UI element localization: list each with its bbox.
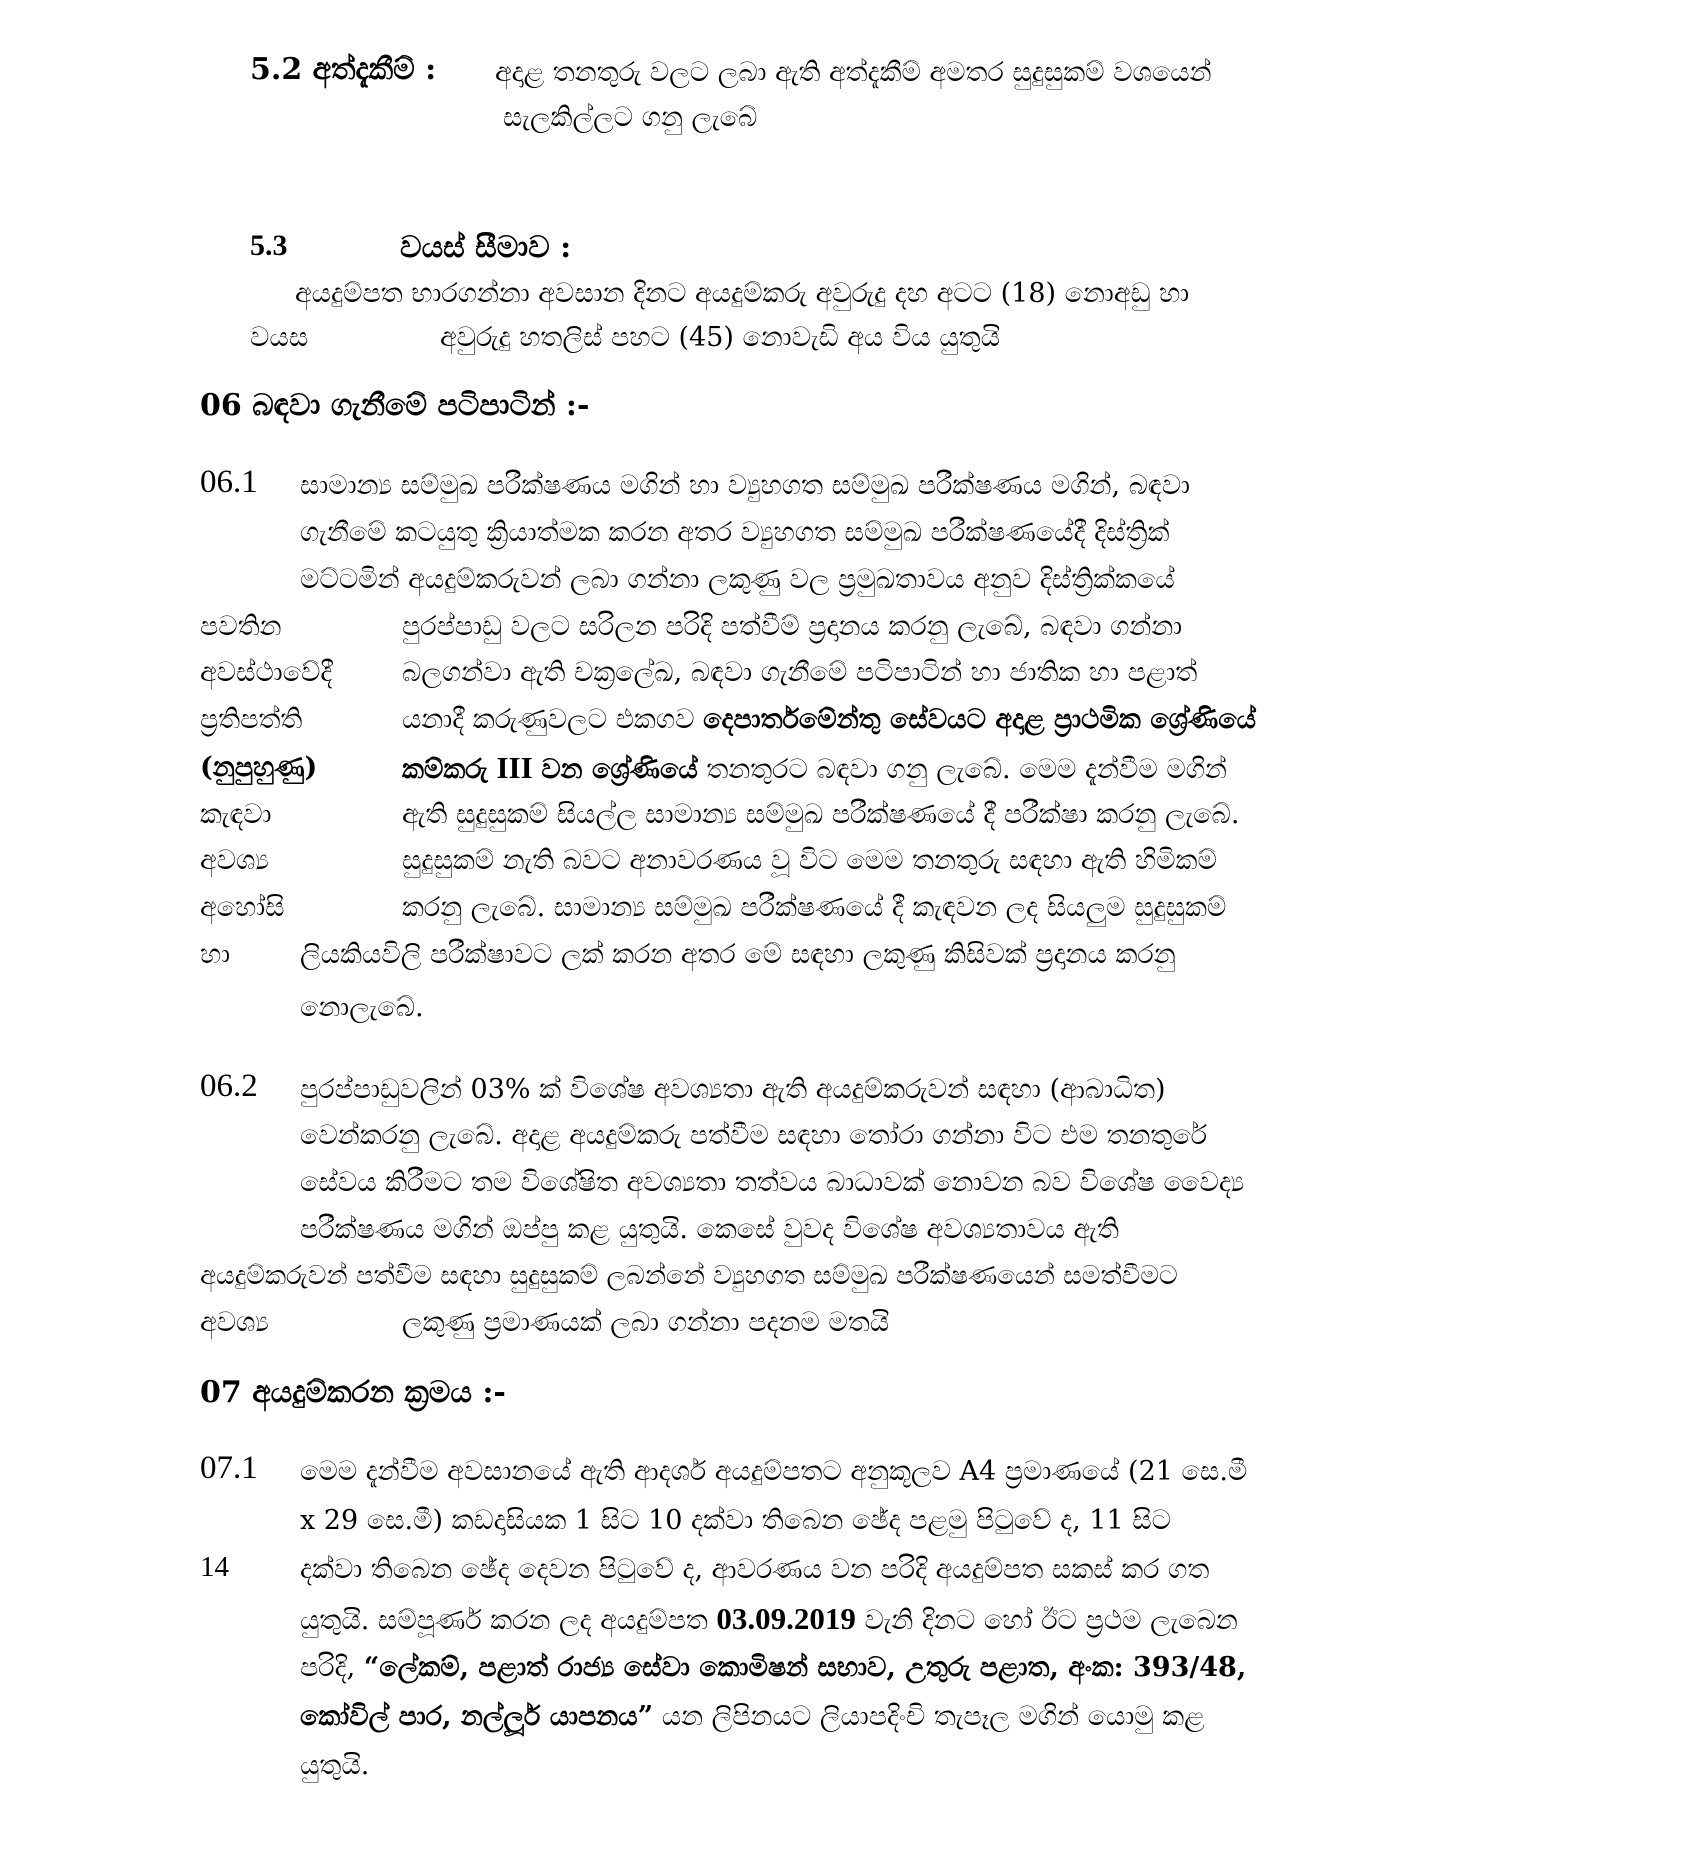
section-06-1-line-5: බලගන්වා ඇති චක්‍රලේඛ, බඳවා ගැනීමේ පටිපාටින් හා ජාතික හා පළාත් bbox=[402, 657, 1198, 688]
text: තනතුරට බඳවා ගනු ලැබේ. මෙම දැන්වීම මගින් bbox=[706, 754, 1227, 785]
section-06-1-line-2: ගැනීමේ කටයුතු ක්‍රියාත්මක කරන අතර ව්‍යුහගත සම්මුඛ පරීක්ෂණයේදී දිස්ත්‍රික් bbox=[300, 517, 1170, 548]
bold-text: වන ශ්‍රේණියේ bbox=[541, 754, 698, 785]
section-06-heading: 06 බඳවා ගැනීමේ පටිපාටින් :- bbox=[200, 388, 590, 423]
section-06-2-line-1: පුරප්පාඩුවලින් 03% ක් විශේෂ අවශ්‍යතා ඇති අයදුම්කරුවන් සඳහා (ආබාධිත) bbox=[300, 1074, 1166, 1105]
side-word-6: අවශ්‍ය bbox=[200, 845, 269, 876]
section-06-1-line-6 bbox=[402, 702, 1256, 738]
section-06-1-line-4: පුරප්පාඩු වලට සරිලන පරිදි පත්වීම් ප්‍රදානය කරනු ලැබේ, බඳවා ගන්නා bbox=[402, 611, 1183, 642]
side-word-5: කැඳවා bbox=[200, 799, 272, 830]
side-word-8: හා bbox=[200, 939, 231, 970]
side-word-1: පවතින bbox=[200, 611, 282, 642]
section-5-2-line-1 bbox=[495, 55, 1435, 91]
section-07-1-line-6 bbox=[300, 1699, 1205, 1735]
text: යුතුයි. සම්පූර්ණ කරන ලද අයදුම්පත bbox=[300, 1605, 708, 1636]
section-5-2-line-2: සැලකිල්ලට ගනු ලැබේ bbox=[503, 102, 758, 133]
side-word-3: ප්‍රතිපත්ති bbox=[200, 704, 303, 735]
section-5-2-label: 5.2 අත්දැකීම් : bbox=[250, 52, 437, 87]
section-06-2-line-6-b: ලකුණු ප්‍රමාණයක් ලබා ගන්නා පදනම මතයි bbox=[402, 1307, 890, 1338]
section-06-1-line-11: ලියකියවිලි පරීක්ෂාවට ලක් කරන අතර මේ සඳහා ලකුණු කිසිවක් ප්‍රදානය කරනු bbox=[300, 939, 1176, 970]
text: වැනි දිනට හෝ ඊට ප්‍රථම ලැබෙන bbox=[864, 1605, 1238, 1636]
section-07-1-line-1: මෙම දැන්වීම අවසානයේ ඇති ආදර්ශ අයදුම්පතට අනුකූලව A4 ප්‍රමාණයේ (21 සෙ.මී bbox=[300, 1456, 1248, 1487]
section-5-3-line-1: අයදුම්පත භාරගන්නා අවසාන දිනට අයදුම්කරු අවුරුදු දහ අටට (18) නොඅඩු හා bbox=[295, 278, 1190, 309]
section-06-1-line-10: කරනු ලැබේ. සාමාන්‍ය සම්මුඛ පරීක්ෂණයේ දී කැඳවන ලද සියලුම සුදුසුකම් bbox=[402, 892, 1227, 923]
section-07-1-line-7: යුතුයි. bbox=[300, 1750, 370, 1781]
bold-address: “ලේකම්, පළාත් රාජ්‍ය සේවා කොමිෂන් සභාව, උතුරු පළාත, අංක: 393/48, bbox=[363, 1652, 1247, 1683]
section-06-2-line-5: අයදුම්කරුවන් පත්වීම සඳහා සුදුසුකම් ලබන්නේ ව්‍යුහගත සම්මුඛ පරීක්ෂණයෙන් සමත්වීමට bbox=[200, 1261, 1178, 1291]
section-07-1-number: 07.1 bbox=[200, 1450, 258, 1486]
section-5-3-line-2-b: අවුරුදු හතලිස් පහට (45) නොවැඩි අය විය යුතුයි bbox=[440, 322, 1001, 353]
side-word-7: අහෝසි bbox=[200, 892, 285, 923]
bold-date: 03.09.2019 bbox=[716, 1601, 856, 1636]
side-word-2: අවස්ථාවේදී bbox=[200, 657, 333, 688]
side-word-4: (නුපුහුණු) bbox=[200, 752, 318, 783]
section-5-3-title: වයස් සීමාව : bbox=[400, 230, 572, 265]
section-06-2-line-3: සේවය කිරීමට තම විශේෂිත අවශ්‍යතා තත්වය බාධාවක් නොවන බව විශේෂ වෛද්‍ය bbox=[300, 1167, 1245, 1198]
side-number-14: 14 bbox=[200, 1551, 229, 1583]
bold-text: දෙපාර්තමේන්තු සේවයට අදාළ ප්‍රාථමික ශ්‍රේණියේ bbox=[703, 704, 1257, 735]
section-06-1-line-8: ඇති සුදුසුකම් සියල්ල සාමාන්‍ය සම්මුඛ පරීක්ෂණයේ දී පරීක්ෂා කරනු ලැබේ. bbox=[402, 799, 1240, 830]
bold-roman-numeral: III bbox=[496, 750, 533, 785]
section-07-1-line-5 bbox=[300, 1650, 1246, 1686]
section-06-1-line-12: නොලැබේ. bbox=[300, 992, 424, 1023]
section-06-1-line-9: සුදුසුකම් නැති බවට අනාවරණය වූ විට මෙම තනතුරු සඳහා ඇති හිමිකම් bbox=[402, 845, 1217, 876]
bold-text: කම්කරු bbox=[402, 754, 488, 785]
text: යනාදී කරුණුවලට එකගව bbox=[402, 704, 695, 735]
text: යන ලිපිනයට ලියාපදිංචි තැපෑල මගින් යොමු කළ bbox=[661, 1701, 1205, 1732]
section-5-3-line-2-a: වයස bbox=[250, 322, 309, 353]
section-06-1-line-7 bbox=[402, 750, 1227, 788]
section-06-2-line-6-a: අවශ්‍ය bbox=[200, 1307, 269, 1338]
section-06-1-number: 06.1 bbox=[200, 464, 258, 500]
section-07-heading: 07 අයදුම්කරන ක්‍රමය :- bbox=[200, 1375, 506, 1410]
section-06-1-line-3: මට්ටමින් අයදුම්කරුවන් ලබා ගන්නා ලකුණු වල ප්‍රමුඛතාවය අනුව දිස්ත්‍රික්කයේ bbox=[300, 564, 1175, 595]
text: අදාළ තනතුරු වලට ලබා ඇති අත්දැකීම් අමතර සුදුසුකම් වශයෙන් bbox=[495, 57, 1212, 88]
text: පරිදි, bbox=[300, 1652, 356, 1683]
section-07-1-line-3: දක්වා තිබෙන ඡේද දෙවන පිටුවේ ද, ආවරණය වන පරිදි අයදුම්පත සකස් කර ගත bbox=[300, 1554, 1210, 1585]
section-06-2-line-2: වෙන්කරනු ලැබේ. අදාළ අයදුම්කරු පත්වීම සඳහා තෝරා ගන්නා විට එම තනතුරේ bbox=[300, 1120, 1208, 1151]
section-06-2-line-4: පරීක්ෂණය මගින් ඔප්පු කළ යුතුයි. කෙසේ වුවද විශේෂ අවශ්‍යතාවය ඇති bbox=[300, 1214, 1119, 1245]
section-07-1-line-2: x 29 සෙ.මී) කඩදාසියක 1 සිට 10 දක්වා තිබෙන ඡේද පළමු පිටුවේ ද, 11 සිට bbox=[300, 1505, 1172, 1536]
justified-line bbox=[495, 55, 1435, 91]
section-5-3-number: 5.3 bbox=[250, 229, 288, 262]
section-06-1-line-1: සාමාන්‍ය සම්මුඛ පරීක්ෂණය මගින් හා ව්‍යුහගත සම්මුඛ පරීක්ෂණය මගින්, බඳවා bbox=[300, 470, 1190, 501]
section-07-1-line-4 bbox=[300, 1601, 1238, 1639]
section-06-2-number: 06.2 bbox=[200, 1068, 258, 1104]
bold-address: කෝවිල් පාර, නල්ලූර් යාපනය” bbox=[300, 1701, 654, 1732]
